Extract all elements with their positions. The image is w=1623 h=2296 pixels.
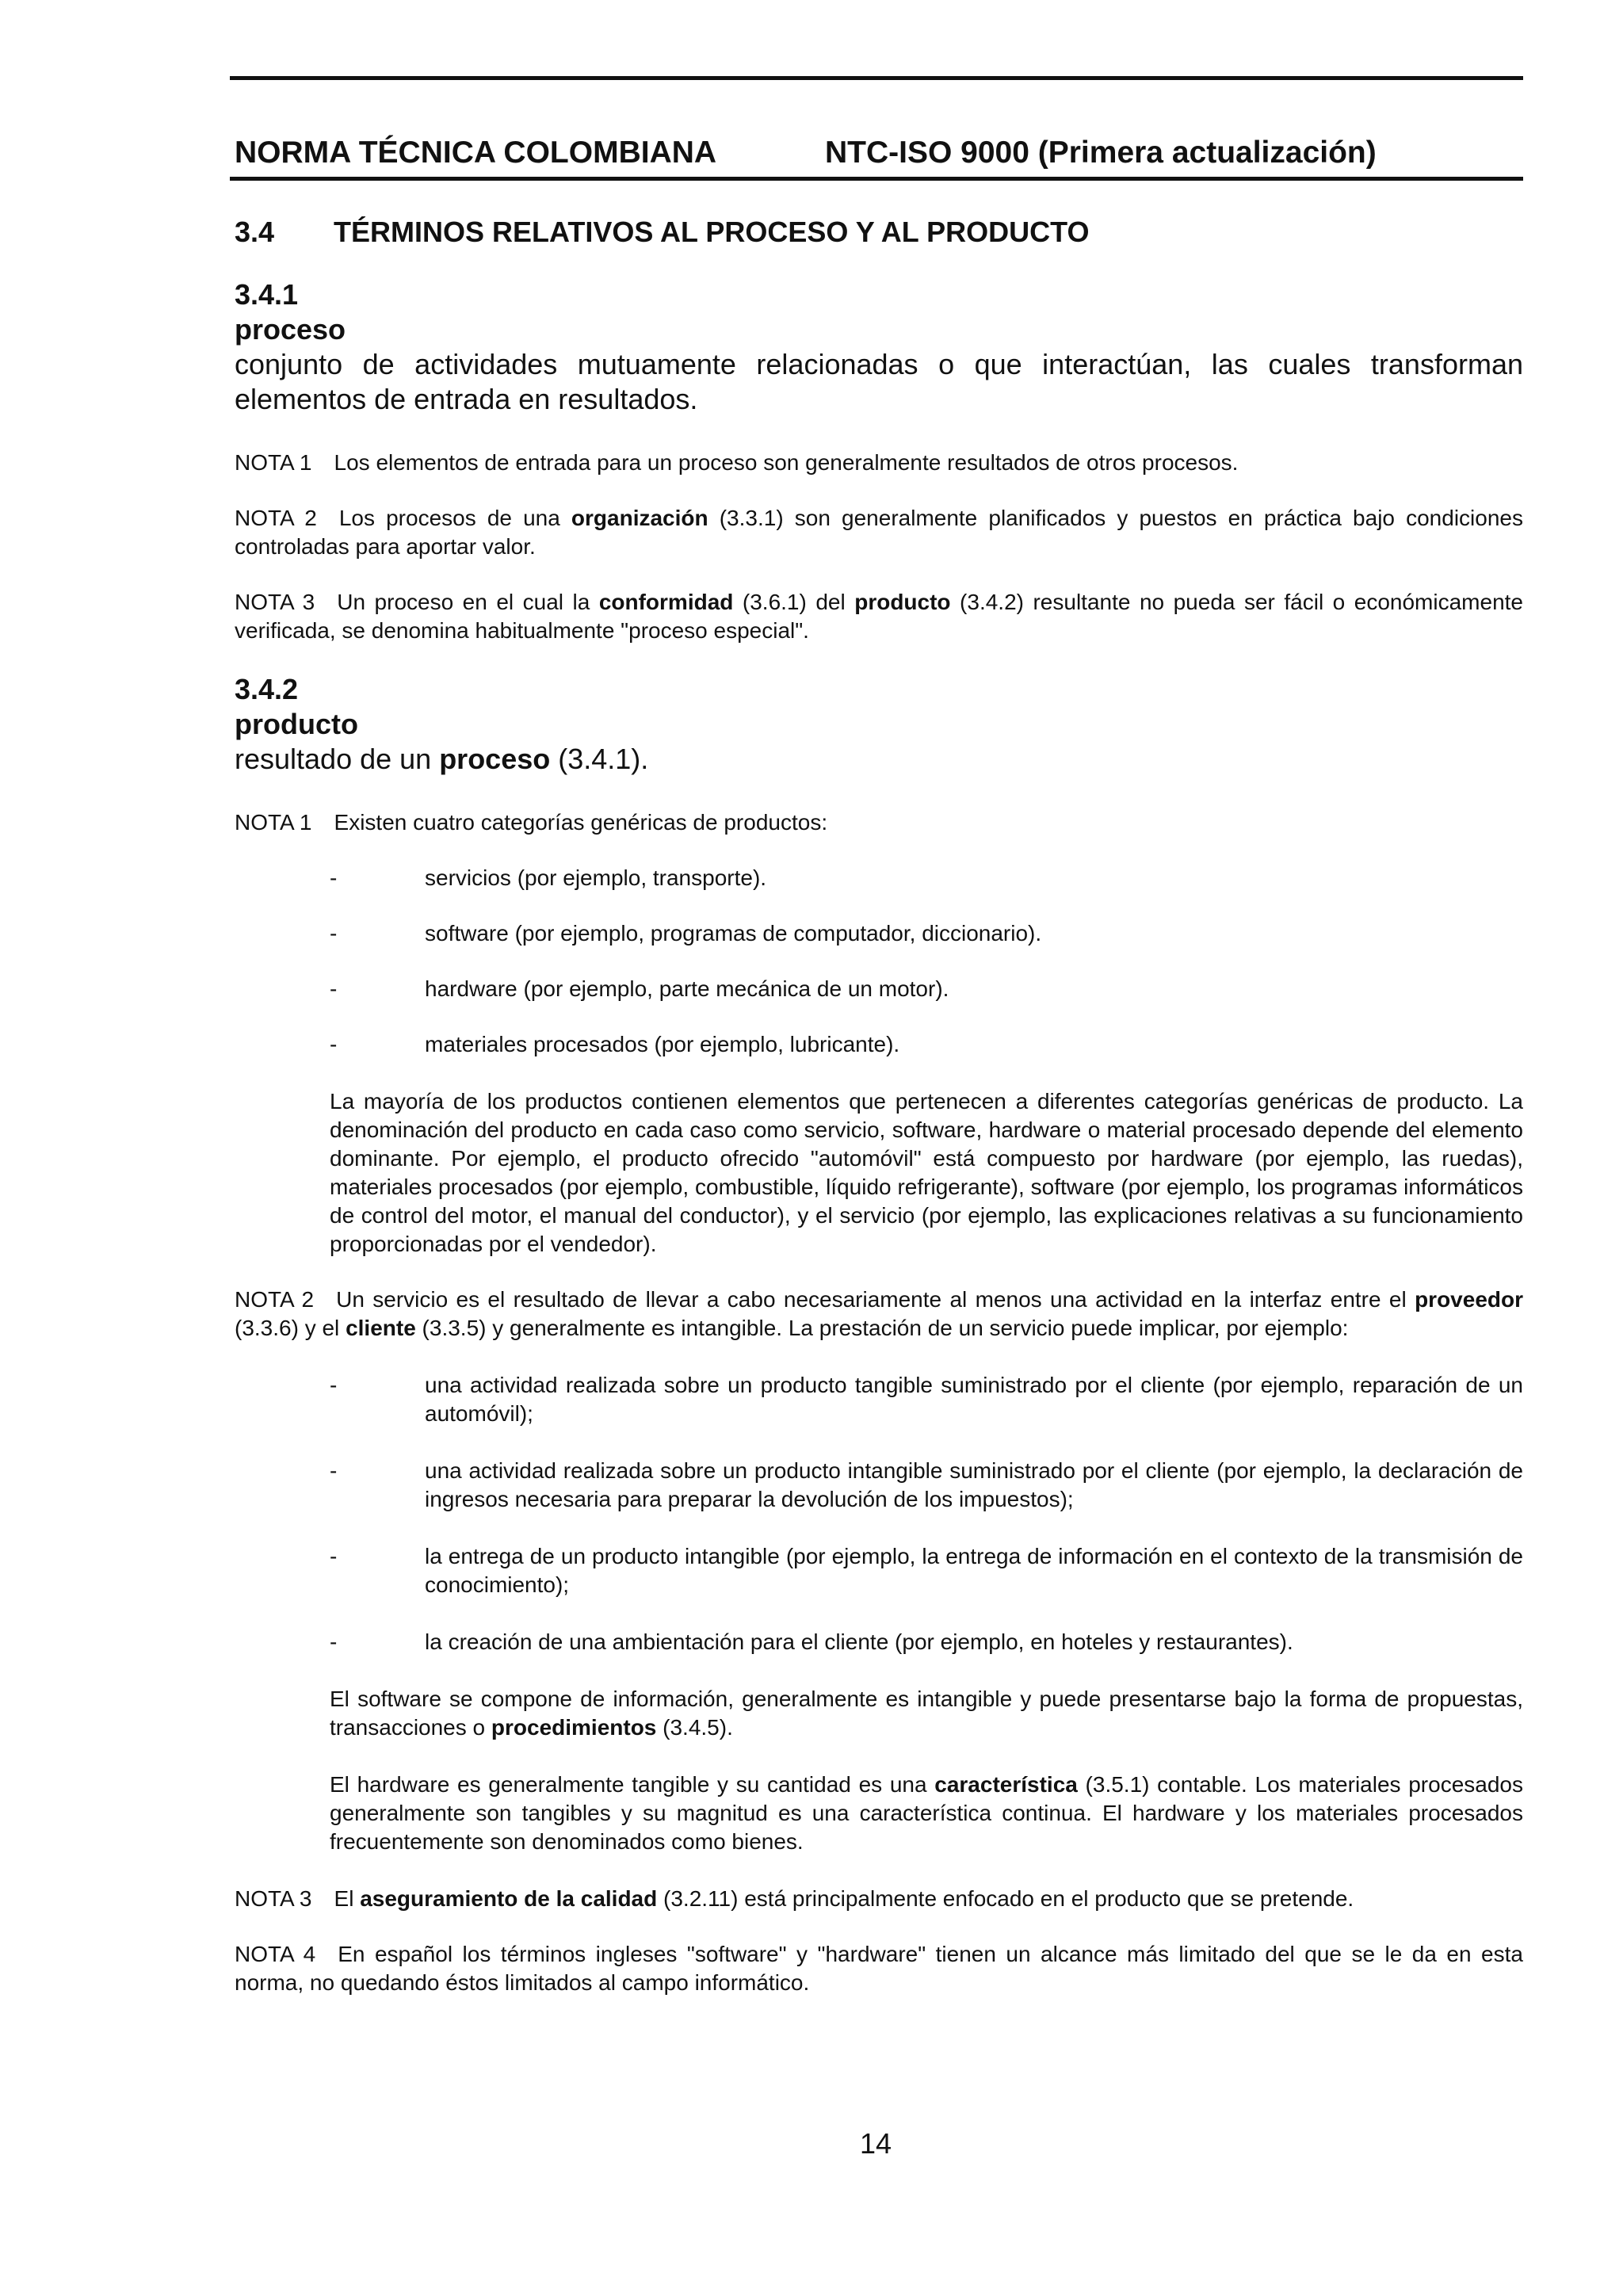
list-dash: - [330,976,338,1001]
paragraph-text: (3.4.5). [656,1715,733,1740]
term-reference: organización [571,506,708,530]
section-title: TÉRMINOS RELATIVOS AL PROCESO Y AL PRODUCTO [334,216,1090,248]
list-dash: - [330,1032,338,1056]
term-reference: proveedor [1415,1287,1524,1312]
note-text: (3.3.6) y el [235,1316,346,1340]
term-number: 3.4.2 [235,673,299,705]
term-reference: cliente [346,1316,416,1340]
term-reference: característica [934,1772,1078,1797]
paragraph-text: El hardware es generalmente tangible y su cantidad es una [330,1772,935,1797]
note-label: NOTA 2 [235,1287,315,1312]
term-proceso [230,277,1523,645]
list-item [330,864,1523,892]
term-reference: proceso [439,743,551,775]
note-label: NOTA 3 [235,1886,312,1911]
page-header [230,126,1523,170]
list-item-text: materiales procesados (por ejemplo, lubricante). [425,1032,900,1056]
section-number: 3.4 [235,216,275,248]
term-name: producto [235,708,358,740]
note-1 [230,449,1523,477]
note-text: (3.3.1) son generalmente planificados y puestos en práctica bajo condiciones controladas para aportar valor. [235,506,1523,559]
product-category-list [230,864,1523,1059]
list-item-text: software (por ejemplo, programas de computador, diccionario). [425,921,1042,946]
term-name: proceso [235,313,346,346]
software-paragraph [230,1685,1523,1742]
term-reference: aseguramiento de la calidad [360,1886,658,1911]
note-3 [230,588,1523,645]
list-dash: - [330,1629,338,1654]
note-text: Un proceso en el cual la [337,590,599,614]
note-4 [230,1940,1523,1997]
note-label: NOTA 1 [235,810,312,835]
note-label: NOTA 2 [235,506,317,530]
definition-text: resultado de un [235,743,440,775]
term-number: 3.4.1 [235,278,299,311]
note-1 [230,808,1523,837]
note-2 [230,504,1523,561]
note-text: (3.2.11) está principalmente enfocado en el producto que se pretende. [657,1886,1354,1911]
list-item [330,919,1523,948]
list-dash: - [330,1544,338,1568]
note-label: NOTA 4 [235,1942,316,1966]
term-definition: conjunto de actividades mutuamente relacionadas o que interactúan, las cuales transforman elementos de entrada en resultados. [235,348,1523,415]
paragraph-text: (3.5.1) contable. Los materiales procesados generalmente son tangibles y su magnitud es una característica continua. El hardware y los materiales procesados frecuentemente son denominados como bienes. [330,1772,1523,1854]
service-example-list [230,1371,1523,1656]
list-dash: - [330,865,338,890]
header-rule-bottom [230,177,1523,181]
list-item-text: hardware (por ejemplo, parte mecánica de un motor). [425,976,949,1001]
list-item-text: una actividad realizada sobre un producto tangible suministrado por el cliente (por ejemplo, reparación de un automóvil); [425,1373,1523,1426]
note-label: NOTA 1 [235,450,312,475]
note-text: Los elementos de entrada para un proceso son generalmente resultados de otros procesos. [334,450,1239,475]
list-dash: - [330,1373,338,1397]
header-standard-code: NTC-ISO 9000 (Primera actualización) [825,136,1377,170]
document-page [230,76,1523,1997]
list-item [330,1371,1523,1428]
list-item-text: servicios (por ejemplo, transporte). [425,865,767,890]
term-reference: procedimientos [491,1715,657,1740]
term-reference: conformidad [598,590,734,614]
note-text: (3.3.5) y generalmente es intangible. La prestación de un servicio puede implicar, por ejemplo: [415,1316,1349,1340]
list-item [330,1542,1523,1599]
page-number: 14 [859,2127,892,2160]
note-label: NOTA 3 [235,590,315,614]
list-item [330,1457,1523,1514]
note-text: (3.6.1) del [733,590,855,614]
note-text: Un servicio es el resultado de llevar a cabo necesariamente al menos una actividad en la interfaz entre el [336,1287,1415,1312]
list-dash: - [330,1458,338,1483]
note-text: Existen cuatro categorías genéricas de productos: [334,810,828,835]
note-3 [230,1885,1523,1913]
note-paragraph: La mayoría de los productos contienen elementos que pertenecen a diferentes categorías genéricas de producto. La denominación del producto en cada caso como servicio, software, hardware o material procesado depende del elemento dominante. Por ejemplo, el producto ofrecido "automóvil" está compuesto por hardware (por ejemplo, las ruedas), materiales procesados (por ejemplo, combustible, líquido refrigerante), software (por ejemplo, los programas informáticos de control del motor, el manual del conductor), y el servicio (por ejemplo, las explicaciones relativas a su funcionamiento proporcionadas por el vendedor). [330,1089,1523,1256]
note-text: Los procesos de una [338,506,571,530]
definition-text: (3.4.1). [550,743,649,775]
list-item [330,1628,1523,1656]
term-producto [230,672,1523,1997]
list-item-text: la creación de una ambientación para el cliente (por ejemplo, en hoteles y restaurantes). [425,1629,1293,1654]
list-item-text: la entrega de un producto intangible (por ejemplo, la entrega de información en el contexto de la transmisión de conocimiento); [425,1544,1523,1597]
term-reference: producto [854,590,951,614]
header-standard-name: NORMA TÉCNICA COLOMBIANA [235,136,717,170]
note-2 [230,1286,1523,1343]
header-rule-top [230,76,1523,80]
note-text: En español los términos ingleses "software" y "hardware" tienen un alcance más limitado del que se le da en esta norma, no quedando éstos limitados al campo informático. [235,1942,1523,1995]
note-text: El [334,1886,361,1911]
term-definition [230,742,1523,777]
hardware-paragraph [230,1771,1523,1856]
paragraph-text: El software se compone de información, generalmente es intangible y puede presentarse bajo la forma de propuestas, transacciones o [330,1687,1523,1740]
section-heading [230,216,1523,249]
list-dash: - [330,921,338,946]
list-item-text: una actividad realizada sobre un producto intangible suministrado por el cliente (por ejemplo, la declaración de ingresos necesaria para preparar la devolución de los impuestos); [425,1458,1523,1511]
note-text: (3.4.2) resultante no pueda ser fácil o económicamente verificada, se denomina habitualmente "proceso especial". [235,590,1523,643]
list-item [330,1030,1523,1059]
list-item [330,975,1523,1003]
